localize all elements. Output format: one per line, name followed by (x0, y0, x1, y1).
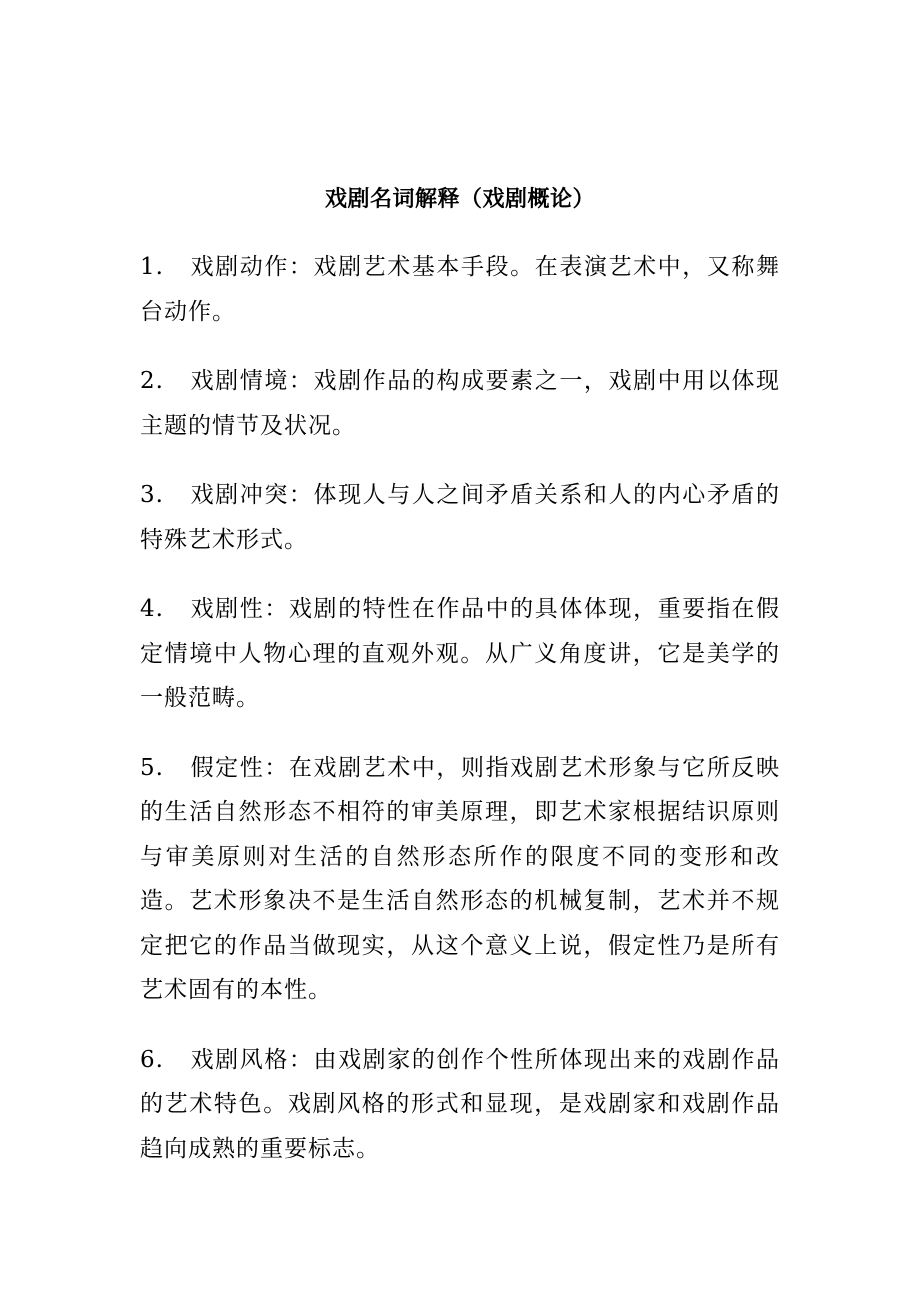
term-list (140, 245, 780, 1196)
term-text: 戏剧冲突：体现人与人之间矛盾关系和人的内心矛盾的特殊艺术形式。 (140, 482, 780, 553)
term-number: 5. (140, 754, 164, 781)
term-entry-1 (140, 245, 780, 334)
term-number: 2. (140, 368, 164, 394)
term-number: 1. (140, 254, 164, 280)
term-entry-3 (140, 473, 780, 562)
term-text: 戏剧性：戏剧的特性在作品中的具体体现，重要指在假定情境中人物心理的直观外观。从广义角度讲，它是美学的一般范畴。 (140, 596, 780, 711)
term-entry-4 (140, 587, 780, 721)
term-number: 4. (140, 596, 164, 622)
term-text: 戏剧动作：戏剧艺术基本手段。在表演艺术中，又称舞台动作。 (140, 254, 780, 325)
term-text: 戏剧情境：戏剧作品的构成要素之一，戏剧中用以体现主题的情节及状况。 (140, 368, 780, 439)
term-entry-5 (140, 746, 780, 1013)
term-entry-2 (140, 359, 780, 448)
document-title: 戏剧名词解释（戏剧概论） (324, 187, 595, 212)
term-number: 3. (140, 482, 164, 508)
term-number: 6. (140, 1046, 164, 1073)
term-text: 假定性：在戏剧艺术中，则指戏剧艺术形象与它所反映的生活自然形态不相符的审美原理，即艺术家根据结识原则与审美原则对生活的自然形态所作的限度不同的变形和改造。艺术形象决不是生活自然形态的机械复制，艺术并不规定把它的作品当做现实，从这个意义上说，假定性乃是所有艺术固有的本性。 (140, 754, 780, 1003)
term-text: 戏剧风格：由戏剧家的创作个性所体现出来的戏剧作品的艺术特色。戏剧风格的形式和显现，是戏剧家和戏剧作品趋向成熟的重要标志。 (140, 1046, 780, 1162)
term-entry-6 (140, 1038, 780, 1172)
